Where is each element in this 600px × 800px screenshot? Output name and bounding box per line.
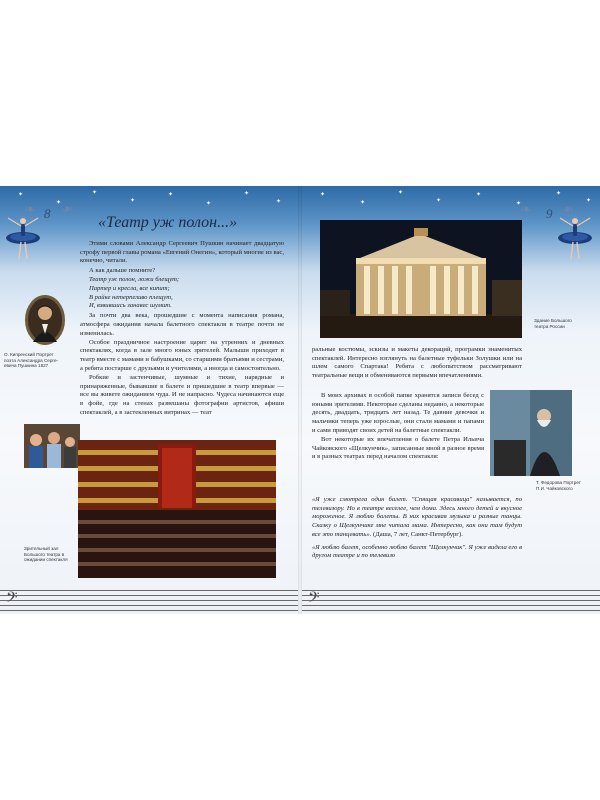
flourish-left-end-icon: ❧ [62,203,74,218]
quote-text: «Я люблю балет, особенно люблю балет "Щелкунчик". Я уже видела его в другом театре и по телевизо [312,543,522,560]
page-gutter [298,186,302,614]
ballerina-right-icon [556,214,594,260]
poem-line: В райке нетерпеливо плещут, [89,293,173,301]
book-spread: ✦ ✦ ✦ ✦ ✦ ✦ ✦ ✦ ✦ ✦ ✦ ✦ ✦ ✦ ✦ ✦ ❧ 8 ❧ «Театр уж полон...» О. Кипренский Портрет поэта Александра Сергеевича Пушкина 1827 Этими словами Александр Сергеевич Пушкин начинает двадцатую строфу первой главы романа «Евгений Онегин», который многие из вас, конечно, читали. А как дальше помните? Театр уж полон, ложи блещут; Партер и кресла, все кипит; В райке нетерпеливо плещут, И, взвившись занавес шумит. За почти два века, прошедшие с момента написания романа, атмосфера ожидания начала балетного спектакля в театре почти не изменилась. Особое праздничное настроение царит на утренних и дневных спектаклях, когда в зале много юных зрителей. Малыши приходят в театр вместе с мамами и бабушками, со старшими братьями и сестрами, а ребята постарше с друзьями и учителями, а иногда и самостоятельно. Робкие и застенчивые, шумные и тихие, нарядные и принаряженные, бывавшие в балете и пришедшие в театр впервые — все вы живете ожиданием чуда. И не напрасно. Чудеса начинаются еще в фойе, где на стенах развешаны фотографии артистов, афиши спектаклей, а в застекленных витринах — теат Зрительный зал Большого театра в ожидании спектакля 𝄢 ❧ 9 ❧ Здание Большого театра России ральные костюмы, эскизы и макеты декораций, програмки знаменитых спектаклей. Интересно взглянуть на балетные туфельки Золушки или на шлем самого Спартака! Ребята с любопытством рассматривают театральные вещи и обмениваются первыми впечатлениями. В моих архивах в особой папке хранятся записи бесед с юными зрителями. Некоторые сделаны недавно, а некоторые десять, двадцать, тридцать лет назад. Те давние девочки и мальчики теперь уже взрослые, они стали мамами и папами и сами приводят своих детей на балетные спектакли. Вот некоторые их впечатления о балете Петра Ильича Чайковского «Щелкунчик», записанные мной в разное время и в разных театрах перед началом спектакля: Т. Федорова Портрет П.И. Чайковского «Я уже смотрела один балет. "Спящая красавица" называется, по телевизору. Но в театре веселее, чем дома. Здесь много детей и вкусное мороженое. Я люблю балеты. В них красивая музыка и разные танцы. Сказку о Щелкунчике мне читала мама. Интересно, как они там будут все это танцевать». (Даша, 7 лет, Санкт-Петербург). «Я люблю балет, особенно люблю балет "Щелкунчик". Я уже видела его в другом театре и по телевизо 𝄢 [0,186,600,614]
theatre-hall-photo [78,440,276,578]
right-paragraph: ральные костюмы, эскизы и макеты декораций, програмки знаменитых спектаклей. Интересно взглянуть на балетные туфельки Золушки или на шлем самого Спартака! Ребята с любопытством рассматривают театральные вещи и обмениваются первыми впечатлениями. [312,346,522,380]
caption-portrait: О. Кипренский Портрет поэта Александра Сергеевича Пушкина 1827 [4,352,59,369]
quote-paragraph [312,496,522,540]
page-number-left: 8 [44,206,51,221]
page-title: «Театр уж полон...» [98,214,238,231]
bass-clef-right-icon: 𝄢 [308,589,320,609]
right-paragraph: В моих архивах в особой папке хранятся записи бесед с юными зрителями. Некоторые сделаны недавно, а некоторые десять, двадцать, тридцать лет назад. Те давние девочки и мальчики теперь уже взрослые, они стали мамами и папами и сами приводят своих детей на балетные спектакли. [312,392,484,434]
left-text-column [80,240,284,418]
poem-line: Театр уж полон, ложи блещут; [89,276,180,284]
music-staff-right [302,588,600,612]
right-text-column-top [312,346,522,381]
quote-text: «Я уже смотрела один балет. "Спящая красавица" называется, по телевизору. Но в театре веселее, чем дома. Здесь много детей и вкусное мороженое. Я люблю балеты. В них красивая музыка и разные танцы. Сказку о Щелкунчике мне читала мама. Интересно, как они там будут все это танцевать». [312,496,522,538]
bolshoi-theatre-photo [320,220,522,338]
caption-theatre: Здание Большого театра России [534,318,572,329]
left-paragraph: Робкие и застенчивые, шумные и тихие, нарядные и принаряженные, бывавшие в балете и пришедшие в театр впервые — все вы живете ожиданием чуда. И не напрасно. Чудеса начинаются еще в фойе, где на стенах развешаны фотографии артистов, афиши спектаклей, а в застекленных витринах — теат [80,374,284,416]
pushkin-poem [89,276,284,311]
right-text-column-middle [312,392,484,463]
music-staff-left [0,588,298,612]
flourish-left-icon: ❧ [24,203,36,218]
poem-line: Партер и кресла, все кипит; [89,285,170,293]
caption-hall: Зрительный зал Большого театра в ожидании спектакля [24,546,68,563]
pushkin-portrait-image [24,294,66,346]
tchaikovsky-portrait-image [490,390,572,476]
right-text-column-quotes [312,496,522,561]
left-paragraph: Особое праздничное настроение царит на утренних и дневных спектаклях, когда в зале много юных зрителей. Малыши приходят в театр вместе с мамами и бабушками, со старшими братьями и сестрами, а ребята постарше с друзьями и учителями, а иногда и самостоятельно. [80,338,284,372]
bass-clef-icon: 𝄢 [6,589,18,609]
flourish-right-icon: ❧ [520,203,532,218]
left-paragraph: Этими словами Александр Сергеевич Пушкин начинает двадцатую строфу первой главы романа «Евгений Онегин», который многие из вас, конечно, читали. [80,240,284,265]
caption-tchaikovsky: Т. Федорова Портрет П.И. Чайковского [536,480,581,491]
ballerina-left-icon [4,214,42,260]
poem-line: И, взвившись занавес шумит. [89,302,172,310]
children-audience-photo [24,424,80,468]
left-paragraph: За почти два века, прошедшие с момента написания романа, атмосфера ожидания начала балетного спектакля в театре почти не изменилась. [80,312,284,337]
flourish-right-end-icon: ❧ [562,203,574,218]
left-paragraph: А как дальше помните? [89,266,156,274]
right-paragraph: Вот некоторые их впечатления о балете Петра Ильича Чайковского «Щелкунчик», записанные мной в разное время и в разных театрах перед началом спектакля: [312,436,484,461]
quote-author: (Даша, 7 лет, Санкт-Петербург). [373,530,463,538]
page-number-right: 9 [546,206,553,221]
